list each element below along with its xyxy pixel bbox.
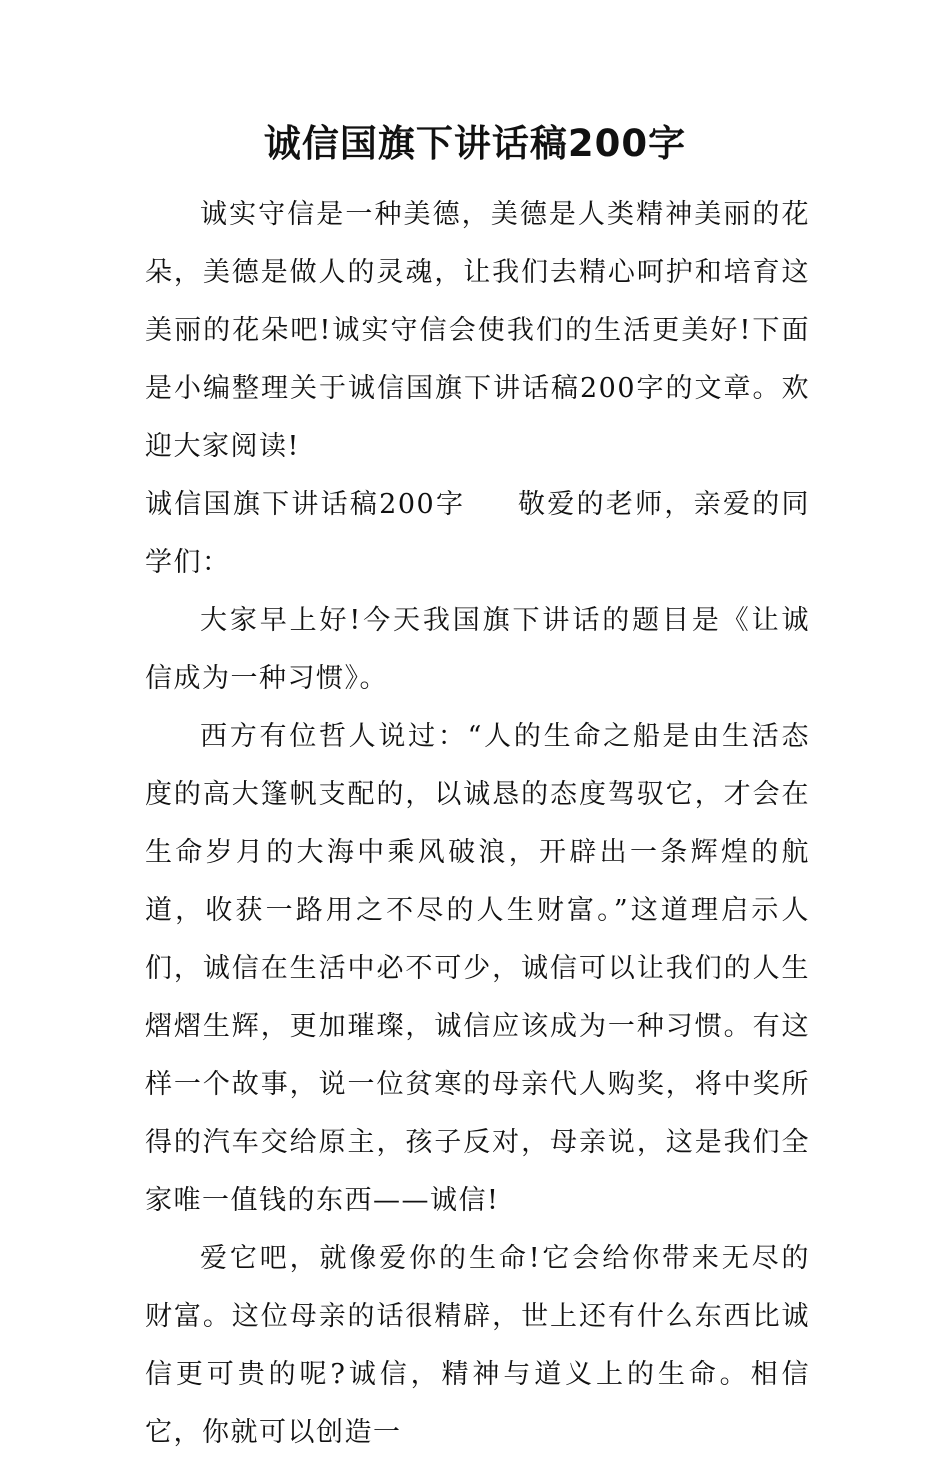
story-paragraph: 西方有位哲人说过：“人的生命之船是由生活态度的高大篷帆支配的，以诚恳的态度驾驭它，才会在生命岁月的大海中乘风破浪，开辟出一条辉煌的航道，收获一路用之不尽的人生财富。”这道理启示人们，诚信在生活中必不可少，诚信可以让我们的人生熠熠生辉，更加璀璨，诚信应该成为一种习惯。有这样一个故事，说一位贫寒的母亲代人购奖，将中奖所得的汽车交给原主，孩子反对，母亲说，这是我们全家唯一值钱的东西——诚信! — [145, 721, 810, 1216]
salutation: 敬爱的老师，亲爱的同学们： — [145, 489, 810, 578]
subheading-line — [145, 476, 810, 592]
document-title: 诚信国旗下讲话稿200字 — [263, 122, 687, 165]
closing-paragraph: 爱它吧，就像爱你的生命!它会给你带来无尽的财富。这位母亲的话很精辟，世上还有什么东西比诚信更可贵的呢?诚信，精神与道义上的生命。相信它，你就可以创造一 — [145, 1243, 810, 1448]
document-body — [145, 186, 810, 1462]
subheading: 诚信国旗下讲话稿200字 — [145, 489, 466, 520]
intro-paragraph: 诚实守信是一种美德，美德是人类精神美丽的花朵，美德是做人的灵魂，让我们去精心呵护和培育这美丽的花朵吧!诚实守信会使我们的生活更美好!下面是小编整理关于诚信国旗下讲话稿200字的文章。欢迎大家阅读! — [145, 199, 810, 462]
greeting-paragraph: 大家早上好!今天我国旗下讲话的题目是《让诚信成为一种习惯》。 — [145, 605, 810, 694]
